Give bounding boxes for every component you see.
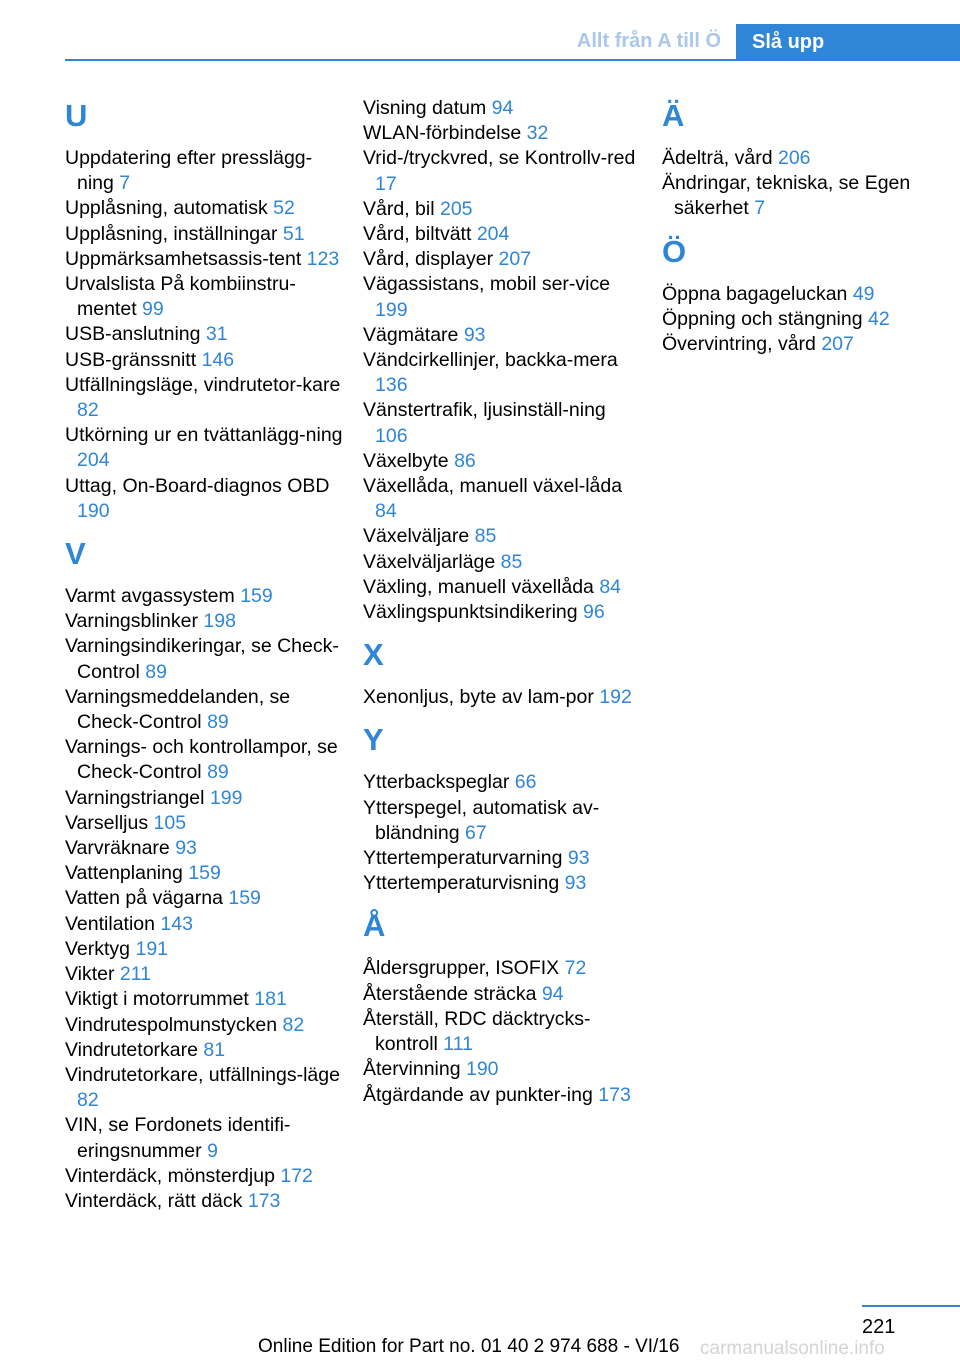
entry-term: Vägassistans, mobil ser-vice (363, 273, 611, 296)
index-entry (65, 584, 345, 609)
index-section (363, 906, 643, 1107)
page-reference-link[interactable]: 191 (135, 937, 169, 960)
page-reference-link[interactable]: 82 (282, 1013, 305, 1036)
entry-term: Varvräknare (65, 837, 170, 860)
entry-term: Åtgärdande av punkter-ing (363, 1083, 593, 1106)
page-reference-link[interactable]: 32 (526, 122, 549, 145)
entry-term: VIN, se Fordonets identifi-eringsnummer (65, 1114, 291, 1162)
page-reference-link[interactable]: 207 (498, 248, 532, 271)
index-entry (65, 1038, 345, 1063)
index-entry (65, 811, 345, 836)
section-letter: Y (363, 722, 384, 758)
entry-term: Varnings- och kontrollampor, se Check-Control (65, 736, 338, 784)
page-reference-link[interactable]: 199 (375, 298, 408, 321)
page-reference-link[interactable]: 82 (77, 399, 99, 422)
index-entry (65, 634, 345, 684)
page-reference-link[interactable]: 85 (474, 525, 497, 548)
page-reference-link[interactable]: 84 (375, 500, 397, 523)
index-entry (65, 886, 345, 911)
index-entry (65, 247, 345, 272)
index-entry (662, 307, 942, 332)
page-reference-link[interactable]: 206 (777, 147, 811, 169)
index-section (662, 96, 942, 222)
index-entry (363, 770, 643, 795)
section-letter: V (65, 536, 86, 572)
page-reference-link[interactable]: 172 (280, 1164, 313, 1187)
entry-term: Vård, bil (363, 197, 435, 220)
entry-term: Växling, manuell växellåda (363, 575, 594, 598)
page-reference-link[interactable]: 93 (567, 847, 590, 870)
index-section (363, 96, 643, 625)
index-entry (363, 449, 643, 474)
entry-term: Ändringar, tekniska, se Egen säkerhet (662, 172, 911, 220)
page-reference-link[interactable]: 85 (500, 550, 523, 573)
entry-term: Varningstriangel (65, 786, 205, 809)
page-reference-link[interactable]: 9 (207, 1139, 218, 1162)
entry-term: Utfällningsläge, vindrutetor-kare (65, 373, 341, 396)
page-reference-link[interactable]: 146 (201, 348, 235, 371)
index-entry (65, 222, 345, 247)
page-reference-link[interactable]: 190 (77, 499, 110, 522)
index-entry (65, 912, 345, 937)
index-column-1 (65, 96, 345, 1214)
entry-term: Varselljus (65, 811, 149, 834)
index-entry (65, 987, 345, 1012)
page-reference-link[interactable]: 81 (203, 1038, 226, 1061)
page-reference-link[interactable]: 173 (598, 1083, 631, 1106)
page-reference-link[interactable]: 198 (203, 610, 236, 633)
page-reference-link[interactable]: 86 (454, 449, 476, 472)
entry-term: Vägmätare (363, 323, 459, 346)
index-entry (65, 836, 345, 861)
index-section (65, 96, 345, 524)
index-entry (65, 146, 345, 196)
page-reference-link[interactable]: 204 (476, 223, 510, 246)
page-reference-link[interactable]: 159 (240, 585, 273, 608)
page-reference-link[interactable]: 99 (142, 298, 164, 321)
index-entry (363, 222, 643, 247)
entry-term: Vård, biltvätt (363, 223, 472, 246)
index-entry (65, 1063, 345, 1113)
section-letter: X (363, 637, 384, 673)
entry-term: Vikter (65, 963, 115, 986)
index-entry (363, 871, 643, 896)
index-entry (363, 1083, 643, 1108)
index-entry (65, 609, 345, 634)
page-reference-link[interactable]: 7 (754, 197, 766, 220)
index-entry (363, 197, 643, 222)
page-reference-link[interactable]: 72 (564, 957, 587, 980)
index-entry (363, 982, 643, 1007)
page-reference-link[interactable]: 31 (205, 323, 228, 346)
index-column-2 (363, 96, 643, 1108)
index-entry (65, 861, 345, 886)
index-entry (662, 282, 942, 307)
entry-term: Uttag, On-Board-diagnos OBD (65, 474, 330, 497)
entry-term: Vattenplaning (65, 862, 183, 885)
entry-term: Yttertemperaturvarning (363, 847, 563, 870)
page-reference-link[interactable]: 89 (207, 761, 229, 784)
index-entry (662, 332, 942, 357)
entry-term: Ventilation (65, 912, 155, 935)
entry-term: Xenonljus, byte av lam-por (363, 686, 594, 709)
index-entry (65, 474, 345, 524)
index-entry (65, 373, 345, 423)
page-reference-link[interactable]: 143 (160, 912, 193, 935)
entry-term: WLAN-förbindelse (363, 122, 522, 145)
entry-term: Växellåda, manuell växel-låda (363, 475, 623, 498)
page-reference-link[interactable]: 66 (514, 771, 537, 794)
index-entry (65, 685, 345, 735)
page-reference-link[interactable]: 181 (254, 988, 287, 1011)
index-section (662, 232, 942, 358)
index-entry (65, 1189, 345, 1214)
entry-term: Öppna bagageluckan (662, 282, 848, 305)
index-entry (65, 735, 345, 785)
section-letter: Ö (662, 233, 687, 269)
entry-term: Återvinning (363, 1058, 461, 1081)
entry-term: Upplåsning, inställningar (65, 222, 278, 245)
entry-term: Vård, displayer (363, 248, 494, 271)
entry-term: Uppdatering efter presslägg-ning (65, 147, 313, 195)
entry-term: Urvalslista På kombiinstru-mentet (65, 273, 296, 321)
entry-term: Varmt avgassystem (65, 585, 235, 608)
entry-term: Vänstertrafik, ljusinställ-ning (363, 399, 606, 422)
index-entry (662, 146, 942, 171)
page-reference-link[interactable]: 93 (463, 323, 486, 346)
entry-term: Utkörning ur en tvättanlägg-ning (65, 424, 343, 447)
breadcrumb[interactable]: Allt från A till Ö (576, 30, 721, 52)
entry-term: Verktyg (65, 937, 131, 960)
edition-note: Online Edition for Part no. 01 40 2 974 688 - VI/16 (258, 1336, 680, 1357)
section-letter: Ä (662, 98, 685, 133)
index-entry (363, 474, 643, 524)
index-section (363, 635, 643, 710)
page-reference-link[interactable]: 89 (207, 711, 229, 734)
entry-term: Vändcirkellinjer, backka-mera (363, 349, 618, 372)
page-reference-link[interactable]: 207 (821, 333, 854, 356)
index-entry (65, 1164, 345, 1189)
index-entry (363, 146, 643, 196)
entry-term: Viktigt i motorrummet (65, 988, 249, 1011)
index-entry (363, 956, 643, 981)
entry-term: USB-anslutning (65, 323, 201, 346)
page-reference-link[interactable]: 17 (375, 172, 397, 195)
index-entry (65, 1113, 345, 1163)
index-entry (363, 600, 643, 625)
index-entry (65, 962, 345, 987)
index-entry (363, 575, 643, 600)
page-reference-link[interactable]: 105 (153, 811, 187, 834)
entry-term: Växelväljarläge (363, 550, 496, 573)
page-reference-link[interactable]: 190 (465, 1058, 499, 1081)
index-section (65, 534, 345, 1214)
index-entry (65, 196, 345, 221)
entry-term: Växelväljare (363, 525, 470, 548)
entry-term: Varningsblinker (65, 610, 198, 633)
page-reference-link[interactable]: 52 (273, 197, 295, 220)
page-reference-link[interactable]: 42 (868, 307, 890, 330)
page-reference-link[interactable]: 84 (599, 575, 622, 598)
page-reference-link[interactable]: 211 (119, 963, 152, 986)
page-number: 221 (862, 1316, 896, 1338)
entry-term: Växelbyte (363, 449, 449, 472)
watermark: carmanualsonline.info (700, 1338, 885, 1359)
entry-term: Återstående sträcka (363, 982, 537, 1005)
page-reference-link[interactable]: 49 (852, 282, 875, 305)
entry-term: Vindrutetorkare, utfällnings-läge (65, 1063, 340, 1086)
entry-term: Vindrutespolmunstycken (65, 1013, 278, 1036)
page-reference-link[interactable]: 89 (145, 660, 167, 683)
index-entry (363, 121, 643, 146)
index-entry (65, 322, 345, 347)
entry-term: Ytterspegel, automatisk av-bländning (363, 796, 600, 844)
entry-term: Övervintring, vård (662, 333, 816, 356)
footer-rule (862, 1305, 960, 1307)
page-reference-link[interactable]: 159 (228, 887, 261, 910)
index-entry (65, 1013, 345, 1038)
entry-term: Öppning och stängning (662, 307, 863, 330)
section-letter: Å (363, 908, 386, 944)
page-reference-link[interactable]: 93 (175, 837, 197, 860)
tab-sla-upp[interactable]: Slå upp (736, 24, 960, 61)
entry-term: Vrid-/tryckvred, se Kontrollv-red (363, 147, 636, 170)
index-entry (65, 937, 345, 962)
page-reference-link[interactable]: 136 (375, 374, 408, 397)
index-entry (363, 247, 643, 272)
page-reference-link[interactable]: 94 (541, 982, 564, 1005)
section-letter: U (65, 98, 88, 133)
entry-term: Vinterdäck, rätt däck (65, 1189, 243, 1212)
page-reference-link[interactable]: 106 (375, 424, 408, 447)
index-section (363, 720, 643, 896)
entry-term: Ädelträ, vård (662, 147, 773, 169)
page-reference-link[interactable]: 7 (119, 172, 131, 195)
index-entry (363, 796, 643, 846)
entry-term: Ytterbackspeglar (363, 771, 510, 794)
entry-term: Uppmärksamhetsassis-tent (65, 247, 302, 270)
index-entry (65, 423, 345, 473)
entry-term: Varningsmeddelanden, se Check-Control (65, 685, 291, 734)
page-reference-link[interactable]: 192 (599, 686, 632, 709)
page-reference-link[interactable]: 82 (77, 1089, 99, 1112)
entry-term: Visning datum (363, 97, 487, 119)
entry-term: Åldersgrupper, ISOFIX (363, 957, 560, 980)
index-entry (363, 348, 643, 398)
page-reference-link[interactable]: 96 (583, 601, 605, 624)
page-reference-link[interactable]: 159 (188, 862, 221, 885)
page-reference-link[interactable]: 123 (306, 247, 340, 270)
index-entry (363, 550, 643, 575)
entry-term: Varningsindikeringar, se Check-Control (65, 635, 339, 683)
index-entry (363, 398, 643, 448)
entry-term: Upplåsning, automatisk (65, 197, 268, 220)
index-column-3 (662, 96, 942, 357)
entry-term: Vindrutetorkare (65, 1038, 198, 1061)
entry-term: Vatten på vägarna (65, 887, 223, 910)
page-reference-link[interactable]: 111 (443, 1033, 473, 1056)
entry-term: USB-gränssnitt (65, 348, 197, 371)
entry-term: Växlingspunktsindikering (363, 601, 578, 624)
page-reference-link[interactable]: 67 (465, 821, 487, 844)
index-entry (662, 171, 942, 221)
page-reference-link[interactable]: 199 (209, 786, 243, 809)
page-reference-link[interactable]: 93 (564, 872, 587, 895)
page-reference-link[interactable]: 51 (282, 222, 305, 245)
index-entry (363, 272, 643, 322)
page-reference-link[interactable]: 204 (77, 449, 110, 472)
index-entry (65, 786, 345, 811)
index-entry (363, 524, 643, 549)
index-entry (65, 272, 345, 322)
page-reference-link[interactable]: 205 (439, 197, 473, 220)
index-entry (363, 323, 643, 348)
page-reference-link[interactable]: 94 (491, 97, 514, 119)
entry-term: Yttertemperaturvisning (363, 872, 560, 895)
index-entry (363, 96, 643, 121)
index-entry (363, 1057, 643, 1082)
page-reference-link[interactable]: 173 (247, 1189, 281, 1212)
entry-term: Vinterdäck, mönsterdjup (65, 1164, 275, 1187)
index-entry (363, 685, 643, 710)
entry-term: Återställ, RDC däcktrycks-kontroll (363, 1007, 591, 1056)
index-entry (363, 846, 643, 871)
index-entry (65, 348, 345, 373)
index-entry (363, 1007, 643, 1057)
